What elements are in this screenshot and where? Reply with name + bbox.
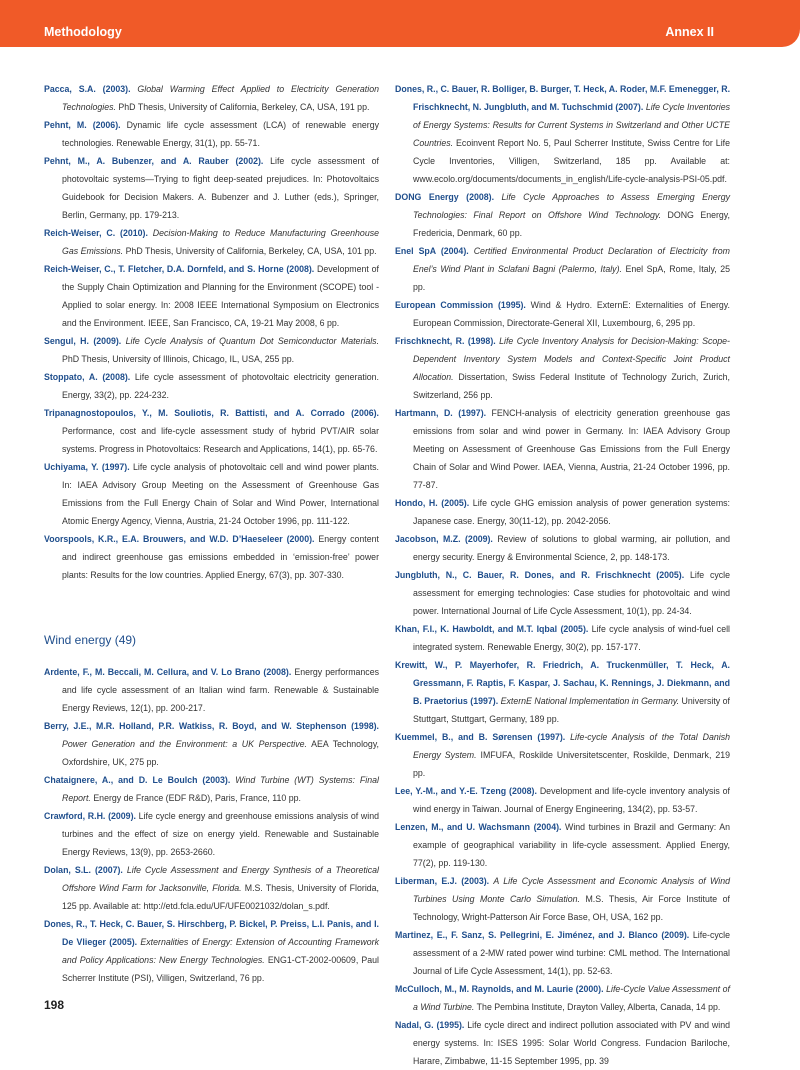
reference-entry <box>44 368 379 404</box>
reference-authors: Uchiyama, Y. (1997). <box>44 462 130 472</box>
reference-entry <box>395 728 730 782</box>
reference-details: FENCH-analysis of electricity generation greenhouse gas emissions from solar and wind power in Germany. In: IAEA Advisory Group Meeting on Assessment of Greenhouse Gas Emissions from the Full Energy Chain of Solar and Wind Power. IAEA, Vienna, Austria, 21-24 October 1996, pp. 77-87. <box>413 408 731 490</box>
reference-authors: Pehnt, M., A. Bubenzer, and A. Rauber (2002). <box>44 156 264 166</box>
reference-details: Wind & Hydro. ExternE: Externalities of Energy. European Commission, Directorate-General XII, Luxembourg, 6, 295 pp. <box>413 300 730 328</box>
reference-entry <box>44 663 379 717</box>
reference-authors: Stoppato, A. (2008). <box>44 372 131 382</box>
reference-authors: Khan, F.I., K. Hawboldt, and M.T. Iqbal (2005). <box>395 624 589 634</box>
reference-entry <box>395 782 730 818</box>
left-column <box>44 80 379 987</box>
reference-entry <box>44 915 379 987</box>
reference-title: A Life Cycle Assessment and Economic Analysis of Wind Turbines Using Monte Carlo Simulation. <box>413 876 730 904</box>
reference-entry <box>44 717 379 771</box>
reference-entry <box>395 188 730 242</box>
reference-details: Life cycle analysis of wind-fuel cell integrated system. Renewable Energy, 30(2), pp. 157-177. <box>413 624 730 652</box>
reference-details: Ecoinvent Report No. 5, Paul Scherrer Institute, Swiss Centre for Life Cycle Inventories, Villigen, Switzerland, 185 pp. Available at: www.ecolo.org/documents/documents_in_english/Life-cycle-analysis-PSI-05.pdf. <box>413 138 730 184</box>
reference-authors: Tripanagnostopoulos, Y., M. Souliotis, R. Battisti, and A. Corrado (2006). <box>44 408 379 418</box>
reference-entry <box>44 404 379 458</box>
reference-details: Life cycle assessment for emerging technologies: Case studies for photovoltaic and wind power. International Journal of Life Cycle Assessment, 10(1), pp. 24-34. <box>413 570 730 616</box>
reference-entry <box>395 80 730 188</box>
reference-entry <box>44 807 379 861</box>
reference-authors: Krewitt, W., P. Mayerhofer, R. Friedrich, A. Truckenmüller, T. Heck, A. Gressmann, F. Raptis, F. Kaspar, J. Sachau, K. Rennings, J. Diekmann, and B. Praetorius (1997). <box>395 660 730 706</box>
right-column <box>395 80 730 1070</box>
reference-entry <box>395 530 730 566</box>
reference-title: Life Cycle Approaches to Assess Emerging Energy Technologies: Final Report on Offshore Wind Technology. <box>413 192 730 220</box>
reference-authors: Chataignere, A., and D. Le Boulch (2003). <box>44 775 231 785</box>
reference-details: DONG Energy, Fredericia, Denmark, 60 pp. <box>413 210 730 238</box>
reference-title: Global Warming Effect Applied to Electricity Generation Technologies. <box>62 84 379 112</box>
reference-authors: Jacobson, M.Z. (2009). <box>395 534 493 544</box>
reference-title: ExternE National Implementation in Germany. <box>500 696 680 706</box>
reference-list-left <box>44 80 379 584</box>
reference-entry <box>395 296 730 332</box>
reference-entry <box>395 818 730 872</box>
reference-title: Life Cycle Analysis of Quantum Dot Semiconductor Materials. <box>125 336 380 346</box>
reference-title: Life Cycle Inventory Analysis for Decision-Making: Scope-Dependent Inventory System Models and Context-Specific Joint Product Allocation. <box>413 336 730 382</box>
reference-details: PhD Thesis, University of California, Berkeley, CA, USA, 191 pp. <box>118 102 370 112</box>
reference-entry <box>395 980 730 1016</box>
reference-authors: Ardente, F., M. Beccali, M. Cellura, and V. Lo Brano (2008). <box>44 667 292 677</box>
reference-details: Life cycle analysis of photovoltaic cell and wind power plants. In: IAEA Advisory Group Meeting on the Assessment of Greenhouse Gas Emissions from the Full Energy Chain of Solar and Wind Power, International Atomic Energy Agency, Vienna, Austria, 21-24 October 1996, pp. 111-122. <box>62 462 379 526</box>
reference-authors: Voorspools, K.R., E.A. Brouwers, and W.D. D’Haeseleer (2000). <box>44 534 315 544</box>
reference-title: Certified Environmental Product Declaration of Electricity from Enel’s Wind Plant in Sclafani Bagni (Palermo, Italy). <box>413 246 731 274</box>
reference-entry <box>395 1016 730 1070</box>
reference-authors: Crawford, R.H. (2009). <box>44 811 136 821</box>
reference-details: Energy performances and life cycle assessment of an Italian wind farm. Renewable & Sustainable Energy Reviews, 12(1), pp. 200-217. <box>62 667 379 713</box>
reference-details: PhD Thesis, University of Illinois, Chicago, IL, USA, 255 pp. <box>62 354 295 364</box>
reference-entry <box>44 530 379 584</box>
reference-entry <box>395 332 730 404</box>
reference-authors: Reich-Weiser, C., T. Fletcher, D.A. Dornfeld, and S. Horne (2008). <box>44 264 315 274</box>
reference-entry <box>44 80 379 116</box>
reference-details: Life cycle energy and greenhouse emissions analysis of wind turbines and the effect of size on energy yield. Renewable and Sustainable Energy Reviews, 13(9), pp. 2653-2660. <box>62 811 379 857</box>
reference-authors: Kuemmel, B., and B. Sørensen (1997). <box>395 732 566 742</box>
reference-authors: Berry, J.E., M.R. Holland, P.R. Watkiss, R. Boyd, and W. Stephenson (1998). <box>44 721 379 731</box>
reference-details: The Pembina Institute, Drayton Valley, Alberta, Canada, 14 pp. <box>476 1002 721 1012</box>
reference-details: University of Stuttgart, Stuttgart, Germany, 189 pp. <box>413 696 730 724</box>
reference-entry <box>44 458 379 530</box>
header-bar <box>0 0 800 47</box>
reference-details: ENG1-CT-2002-00609, Paul Scherrer Institute (PSI), Villigen, Switzerland, 76 pp. <box>62 955 379 983</box>
reference-details: Development and life-cycle inventory analysis of wind energy in Taiwan. Journal of Energy Engineering, 134(2), pp. 53-57. <box>413 786 730 814</box>
reference-details: Development of the Supply Chain Optimization and Planning for the Environment (SCOPE) tool - Applied to solar energy. In: 2008 IEEE International Symposium on Electronics and the Environment. IEEE, San Francisco, CA, 19-21 May 2008, 6 pp. <box>62 264 379 328</box>
reference-authors: DONG Energy (2008). <box>395 192 495 202</box>
reference-details: Energy content and indirect greenhouse gas emissions embedded in ‘emission-free’ power plants: Results for the low countries. Applied Energy, 67(3), pp. 307-330. <box>62 534 379 580</box>
reference-authors: Liberman, E.J. (2003). <box>395 876 490 886</box>
reference-authors: Reich-Weiser, C. (2010). <box>44 228 148 238</box>
reference-entry <box>395 926 730 980</box>
reference-entry <box>395 872 730 926</box>
reference-entry <box>395 494 730 530</box>
reference-entry <box>395 242 730 296</box>
reference-authors: Jungbluth, N., C. Bauer, R. Dones, and R. Frischknecht (2005). <box>395 570 685 580</box>
reference-title: Life-cycle Analysis of the Total Danish Energy System. <box>413 732 730 760</box>
section-title-wind-energy: Wind energy (49) <box>44 633 137 647</box>
reference-authors: European Commission (1995). <box>395 300 526 310</box>
reference-entry <box>395 566 730 620</box>
reference-entry <box>395 656 730 728</box>
reference-title: Externalities of Energy: Extension of Accounting Framework and Policy Applications: New Energy Technologies. <box>62 937 380 965</box>
reference-details: AEA Technology, Oxfordshire, UK, 275 pp. <box>62 739 380 767</box>
reference-details: Dissertation, Swiss Federal Institute of Technology Zurich, Zurich, Switzerland, 256 pp. <box>413 372 730 400</box>
reference-title: Wind Turbine (WT) Systems: Final Report. <box>62 775 379 803</box>
reference-title: Life Cycle Assessment and Energy Synthesis of a Theoretical Offshore Wind Farm for Jacksonville, Florida. <box>62 865 379 893</box>
reference-details: Performance, cost and life-cycle assessment study of hybrid PVT/AIR solar systems. Progress in Photovoltaics: Research and Applications, 14(1), pp. 65-76. <box>62 426 379 454</box>
reference-authors: Lenzen, M., and U. Wachsmann (2004). <box>395 822 562 832</box>
reference-title: Decision-Making to Reduce Manufacturing Greenhouse Gas Emissions. <box>62 228 380 256</box>
reference-details: Life cycle GHG emission analysis of power generation systems: Japanese case. Energy, 30(11-12), pp. 2042-2056. <box>413 498 730 526</box>
page-number: 198 <box>44 998 65 1012</box>
reference-details: IMFUFA, Roskilde Universitetscenter, Roskilde, Denmark, 219 pp. <box>413 750 730 778</box>
reference-details: Dynamic life cycle assessment (LCA) of renewable energy technologies. Renewable Energy, 31(1), pp. 55-71. <box>62 120 379 148</box>
reference-details: PhD Thesis, University of California, Berkeley, CA, USA, 101 pp. <box>125 246 377 256</box>
reference-authors: Martinez, E., F. Sanz, S. Pellegrini, E. Jiménez, and J. Blanco (2009). <box>395 930 690 940</box>
reference-authors: Dones, R., T. Heck, C. Bauer, S. Hirschberg, P. Bickel, P. Preiss, L.I. Panis, and I. De Vlieger (2005). <box>44 919 379 947</box>
reference-title: Power Generation and the Environment: a UK Perspective. <box>62 739 307 749</box>
reference-details: Life cycle assessment of photovoltaic systems—Trying to fight deep-seated prejudices. In: Photovoltaics Guidebook for Decision Makers. A. Bubenzer and J. Luther (eds.), Springer, Berlin, Germany, pp. 179-213. <box>62 156 379 220</box>
reference-entry <box>44 771 379 807</box>
reference-entry <box>44 861 379 915</box>
reference-entry <box>44 332 379 368</box>
reference-list-right <box>395 80 730 1070</box>
reference-details: M.S. Thesis, University of Florida, 125 pp. Available at: http://etd.fcla.edu/UF/UFE0021032/dolan_s.pdf. <box>62 883 380 911</box>
reference-details: Life cycle direct and indirect pollution associated with PV and wind energy systems. In: ISES 1995: Solar World Congress. Fundacion Bariloche, Harare, Zimbabwe, 11-15 September 1995, pp. 39 <box>413 1020 730 1066</box>
reference-authors: Pacca, S.A. (2003). <box>44 84 131 94</box>
reference-title: Life Cycle Inventories of Energy Systems: Results for Current Systems in Switzerland and Other UCTE Countries. <box>413 102 730 148</box>
annex-label: Annex II <box>665 25 714 39</box>
reference-authors: Dolan, S.L. (2007). <box>44 865 123 875</box>
reference-authors: Hondo, H. (2005). <box>395 498 470 508</box>
reference-list-wind <box>44 663 379 987</box>
reference-details: Wind turbines in Brazil and Germany: An example of geographical variability in life-cycle assessment. Applied Energy, 77(2), pp. 119-130. <box>413 822 731 868</box>
reference-entry <box>44 260 379 332</box>
reference-entry <box>44 116 379 152</box>
reference-authors: Nadal, G. (1995). <box>395 1020 465 1030</box>
reference-authors: McCulloch, M., M. Raynolds, and M. Laurie (2000). <box>395 984 604 994</box>
reference-details: M.S. Thesis, Air Force Institute of Technology, Wright-Patterson Air Force Base, OH, USA, 162 pp. <box>413 894 730 922</box>
section-label: Methodology <box>44 25 122 39</box>
reference-details: Review of solutions to global warming, air pollution, and energy security. Energy & Environmental Science, 2, pp. 148-173. <box>413 534 730 562</box>
reference-details: Life cycle assessment of photovoltaic electricity generation. Energy, 33(2), pp. 224-232. <box>62 372 379 400</box>
reference-details: Enel SpA, Rome, Italy, 25 pp. <box>413 264 731 292</box>
reference-entry <box>395 404 730 494</box>
reference-authors: Frischknecht, R. (1998). <box>395 336 496 346</box>
reference-authors: Dones, R., C. Bauer, R. Bolliger, B. Burger, T. Heck, A. Roder, M.F. Emenegger, R. Frischknecht, N. Jungbluth, and M. Tuchschmid (2007). <box>395 84 731 112</box>
reference-details: Life-cycle assessment of a 2-MW rated power wind turbine: CML method. The International Journal of Life Cycle Assessment, 14(1), pp. 52-63. <box>413 930 730 976</box>
reference-entry <box>395 620 730 656</box>
reference-authors: Sengul, H. (2009). <box>44 336 122 346</box>
reference-details: Energy de France (EDF R&D), Paris, France, 110 pp. <box>93 793 301 803</box>
reference-authors: Enel SpA (2004). <box>395 246 469 256</box>
reference-entry <box>44 224 379 260</box>
reference-authors: Hartmann, D. (1997). <box>395 408 487 418</box>
reference-title: Life-Cycle Value Assessment of a Wind Turbine. <box>413 984 730 1012</box>
reference-entry <box>44 152 379 224</box>
reference-authors: Pehnt, M. (2006). <box>44 120 121 130</box>
reference-authors: Lee, Y.-M., and Y.-E. Tzeng (2008). <box>395 786 537 796</box>
